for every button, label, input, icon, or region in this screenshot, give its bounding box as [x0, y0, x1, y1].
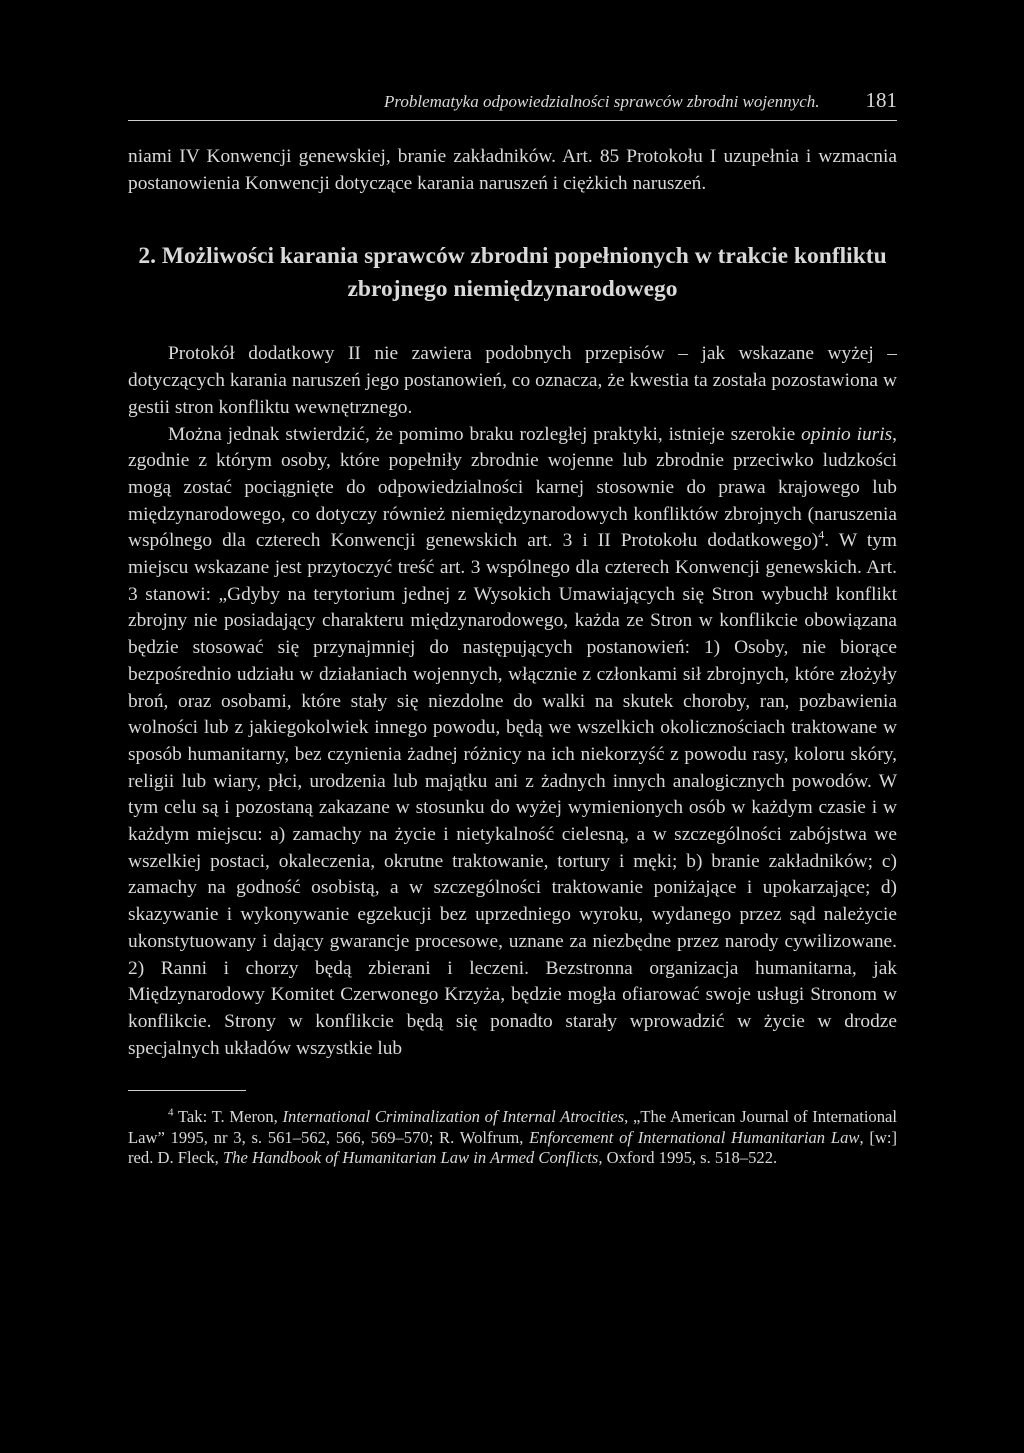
book-page — [128, 88, 897, 1168]
body-paragraph-2 — [128, 422, 897, 1063]
italic-term: opinio iuris — [801, 423, 893, 445]
footnote-reference[interactable]: 4 — [818, 527, 825, 542]
footnote-text: Tak: T. Meron, — [173, 1107, 283, 1127]
footnote-title: The Handbook of Humanitarian Law in Armed Conflicts — [222, 1147, 599, 1167]
paragraph-text: , zgodnie z którym osoby, które popełniły zbrodnie wojenne lub zbrodnie przeciwko ludzkości mogą zostać pociągnięte do odpowiedzialności karnej stosownie do prawa krajowego lub międzynarodowego, co dotyczy również niemiędzynarodowych konfliktów zbrojnych (naruszenia wspólnego dla czterech Konwencji genewskich art. 3 i II Protokołu dodatkowego) — [128, 423, 897, 552]
paragraph-text: . W tym miejscu wskazane jest przytoczyć treść art. 3 wspólnego dla czterech Konwencji genewskich. Art. 3 stanowi: „Gdyby na terytorium jednej z Wysokich Umawiających się Stron wybuchł konflikt zbrojny nie posiadający charakteru międzynarodowego, każda ze Stron w konflikcie obowiązana będzie stosować się przynajmniej do następujących postanowień: 1) Osoby, nie biorące bezpośrednio udziału w działaniach wojennych, włącznie z członkami sił zbrojnych, które złożyły broń, oraz osobami, które stały się niezdolne do walki na skutek choroby, ran, pozbawienia wolności lub z jakiegokolwiek innego powodu, będą we wszelkich okolicznościach traktowane w sposób humanitarny, bez czynienia żadnej różnicy na ich niekorzyść z powodu rasy, koloru skóry, religii lub wiary, płci, urodzenia lub majątku ani z żadnych innych analogicznych powodów. W tym celu są i pozostaną zakazane w stosunku do wyżej wymienionych osób w każdym czasie i w każdym miejscu: a) zamachy na życie i nietykalność cielesną, a w szczególności zabójstwa we wszelkiej postaci, okaleczenia, okrutne traktowanie, tortury i męki; b) branie zakładników; c) zamachy na godność osobistą, a w szczególności traktowanie poniżające i upokarzające; d) skazywanie i wykonywanie egzekucji bez uprzedniego wyroku, wydanego przez sąd należycie ukonstytuowany i dający gwarancje procesowe, uznane za niezbędne przez narody cywilizowane. 2) Ranni i chorzy będą zbierani i leczeni. Bezstronna organizacja humanitarna, jak Międzynarodowy Komitet Czerwonego Krzyża, będzie mogła ofiarować swoje usługi Stronom w konflikcie. Strony w konflikcie będą się ponadto starały wprowadzić w życie w drodze specjalnych układów wszystkie lub — [128, 530, 898, 1059]
footnote-divider — [128, 1090, 246, 1091]
footnote — [128, 1107, 897, 1168]
footnote-text: , „The American Journal of International Law” 1995, nr 3, s. 561–562, 566, 569–570; R. Wolfrum, — [128, 1107, 898, 1147]
page-number: 181 — [865, 88, 897, 112]
footnote-text: , Oxford 1995, s. 518–522. — [598, 1147, 778, 1167]
footnote-title: Enforcement of International Humanitarian Law — [529, 1127, 860, 1147]
continued-paragraph: niami IV Konwencji genewskiej, branie zakładników. Art. 85 Protokołu I uzupełnia i wzmacnia postanowienia Konwencji dotyczące karania naruszeń i ciężkich naruszeń. — [128, 146, 897, 194]
running-head-title: Problematyka odpowiedzialności sprawców zbrodni wojennych. — [383, 92, 820, 111]
paragraph-text: Można jednak stwierdzić, że pomimo braku rozległej praktyki, istnieje szerokie — [168, 423, 802, 445]
footnote-text: , [w:] red. D. Fleck, — [128, 1127, 898, 1167]
footnote-title: International Criminalization of Internal Atrocities — [282, 1107, 625, 1127]
body-paragraph-1: Protokół dodatkowy II nie zawiera podobnych przepisów – jak wskazane wyżej – dotyczących karania naruszeń jego postanowień, co oznacza, że kwestia ta została pozostawiona w gestii stron konfliktu wewnętrznego. — [128, 343, 897, 418]
section-heading: 2. Możliwości karania sprawców zbrodni popełnionych w trakcie konfliktu zbrojnego niemiędzynarodowego — [138, 243, 887, 303]
footnote-mark: 4 — [168, 1106, 174, 1119]
running-head — [128, 88, 897, 121]
